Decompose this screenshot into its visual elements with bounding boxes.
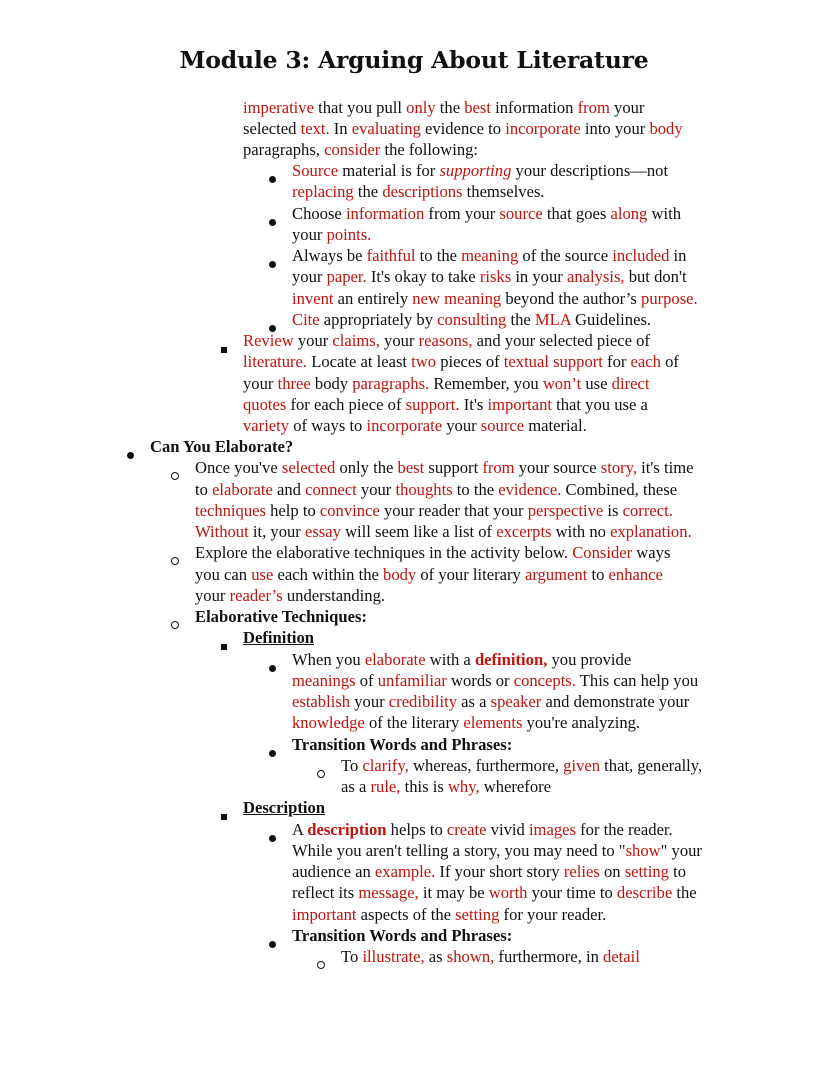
text-span: Description bbox=[243, 798, 326, 817]
highlighted-word: best bbox=[464, 98, 491, 117]
text-line bbox=[292, 309, 651, 330]
text-span: your bbox=[350, 692, 389, 711]
text-span: wherefore bbox=[479, 777, 552, 796]
text-span: furthermore, in bbox=[494, 947, 604, 966]
text-span: beyond the author’s bbox=[501, 289, 642, 308]
text-span: In bbox=[329, 119, 352, 138]
text-span: material is for bbox=[338, 161, 440, 180]
text-span: of ways to bbox=[289, 416, 367, 435]
text-line bbox=[243, 627, 314, 648]
highlighted-word: Review bbox=[243, 331, 294, 350]
highlighted-word: text. bbox=[300, 119, 330, 138]
text-span: paragraphs, bbox=[243, 140, 325, 159]
text-span: understanding. bbox=[282, 586, 386, 605]
highlighted-word: rule, bbox=[370, 777, 401, 796]
highlighted-word: techniques bbox=[195, 501, 266, 520]
highlighted-word: unfamiliar bbox=[377, 671, 447, 690]
text-line bbox=[341, 946, 640, 967]
text-span: material. bbox=[524, 416, 587, 435]
text-line bbox=[292, 904, 606, 925]
text-span: your bbox=[356, 480, 396, 499]
text-span: your bbox=[293, 331, 333, 350]
text-span: information bbox=[490, 98, 578, 117]
text-span: but don't bbox=[624, 267, 687, 286]
highlighted-word: show bbox=[625, 841, 661, 860]
text-line bbox=[195, 457, 694, 478]
text-span: the bbox=[506, 310, 535, 329]
text-span: evidence to bbox=[420, 119, 506, 138]
bullet-disc-icon bbox=[269, 932, 276, 953]
text-span: of the literary bbox=[364, 713, 464, 732]
highlighted-word: Without bbox=[195, 522, 249, 541]
text-span: support bbox=[424, 458, 483, 477]
text-span: and bbox=[272, 480, 306, 499]
highlighted-word: establish bbox=[292, 692, 351, 711]
highlighted-word: credibility bbox=[388, 692, 457, 711]
bullet-circle-icon bbox=[317, 953, 325, 974]
text-span: your bbox=[243, 374, 278, 393]
highlighted-word: risks bbox=[479, 267, 512, 286]
highlighted-word: reasons, bbox=[418, 331, 473, 350]
text-span: for each piece of bbox=[286, 395, 406, 414]
highlighted-word: incorporate bbox=[366, 416, 443, 435]
highlighted-word: invent bbox=[292, 289, 334, 308]
highlighted-word: important bbox=[487, 395, 552, 414]
text-line bbox=[292, 160, 668, 181]
text-span: only the bbox=[335, 458, 398, 477]
text-span: and your selected piece of bbox=[472, 331, 650, 350]
text-line bbox=[292, 224, 371, 245]
text-span: that goes bbox=[542, 204, 611, 223]
highlighted-word: three bbox=[277, 374, 311, 393]
highlighted-word: elaborate bbox=[212, 480, 273, 499]
bullet-circle-icon bbox=[171, 464, 179, 485]
text-line bbox=[243, 97, 644, 118]
highlighted-word: why, bbox=[447, 777, 480, 796]
text-span: to bbox=[195, 480, 213, 499]
highlighted-word: incorporate bbox=[505, 119, 581, 138]
highlighted-word: create bbox=[446, 820, 487, 839]
text-span: themselves. bbox=[462, 182, 545, 201]
highlighted-word: shown, bbox=[446, 947, 495, 966]
text-span: audience an bbox=[292, 862, 375, 881]
highlighted-word: meaning bbox=[461, 246, 519, 265]
text-span: vivid bbox=[486, 820, 529, 839]
text-span: whereas, furthermore, bbox=[408, 756, 564, 775]
text-span: appropriately by bbox=[319, 310, 438, 329]
highlighted-word: from bbox=[577, 98, 610, 117]
text-span: and demonstrate your bbox=[541, 692, 690, 711]
bullet-disc-icon bbox=[269, 210, 276, 231]
text-span: When you bbox=[292, 650, 365, 669]
text-span: Guidelines. bbox=[570, 310, 652, 329]
highlighted-word: Cite bbox=[292, 310, 320, 329]
text-span: help to bbox=[265, 501, 320, 520]
highlighted-word: Source bbox=[292, 161, 339, 180]
text-line bbox=[243, 373, 649, 394]
text-span: to bbox=[668, 862, 687, 881]
text-span: with a bbox=[425, 650, 475, 669]
highlighted-word: images bbox=[528, 820, 576, 839]
text-line bbox=[292, 245, 686, 266]
highlighted-word: body bbox=[649, 119, 683, 138]
text-line bbox=[292, 649, 631, 670]
text-span: pieces of bbox=[436, 352, 504, 371]
text-line bbox=[292, 181, 545, 202]
text-span: that, generally, bbox=[600, 756, 703, 775]
text-span: for bbox=[602, 352, 631, 371]
highlighted-word: information bbox=[345, 204, 425, 223]
text-line bbox=[292, 734, 512, 755]
text-span: If your short story bbox=[435, 862, 564, 881]
text-line bbox=[195, 479, 677, 500]
highlighted-word: faithful bbox=[366, 246, 416, 265]
text-span: Always be bbox=[292, 246, 367, 265]
text-span: to the bbox=[452, 480, 499, 499]
highlighted-word: argument bbox=[524, 565, 588, 584]
highlighted-word: paragraphs. bbox=[352, 374, 430, 393]
text-line bbox=[292, 691, 689, 712]
highlighted-word: body bbox=[383, 565, 417, 584]
text-line bbox=[292, 712, 640, 733]
highlighted-word: thoughts bbox=[395, 480, 453, 499]
bullet-disc-icon bbox=[269, 167, 276, 188]
text-span: Combined, these bbox=[561, 480, 678, 499]
text-line bbox=[195, 542, 670, 563]
text-span: your source bbox=[514, 458, 601, 477]
text-span: with bbox=[647, 204, 681, 223]
text-span: Locate at least bbox=[307, 352, 412, 371]
text-line bbox=[243, 415, 587, 436]
text-span: your bbox=[609, 98, 645, 117]
highlighted-word: claims, bbox=[332, 331, 380, 350]
text-span: the bbox=[672, 883, 697, 902]
highlighted-word: illustrate, bbox=[362, 947, 425, 966]
bullet-circle-icon bbox=[317, 762, 325, 783]
highlighted-word: purpose. bbox=[641, 289, 698, 308]
highlighted-word: selected bbox=[281, 458, 336, 477]
text-span: the following: bbox=[380, 140, 479, 159]
text-line bbox=[292, 925, 512, 946]
highlighted-word: two bbox=[411, 352, 437, 371]
text-span: this is bbox=[400, 777, 448, 796]
text-line bbox=[195, 606, 367, 627]
highlighted-word: enhance bbox=[608, 565, 663, 584]
text-span: that you pull bbox=[313, 98, 407, 117]
text-span: aspects of the bbox=[356, 905, 456, 924]
text-span: with no bbox=[551, 522, 611, 541]
text-span: you provide bbox=[547, 650, 632, 669]
text-line bbox=[292, 203, 681, 224]
text-line bbox=[292, 670, 698, 691]
highlighted-word: along bbox=[610, 204, 648, 223]
text-line bbox=[243, 118, 683, 139]
text-line bbox=[195, 564, 663, 585]
highlighted-word: excerpts bbox=[496, 522, 552, 541]
text-span: from your bbox=[424, 204, 500, 223]
highlighted-word: quotes bbox=[243, 395, 287, 414]
text-span: use bbox=[581, 374, 612, 393]
highlighted-word: Consider bbox=[572, 543, 633, 562]
text-line bbox=[243, 330, 650, 351]
highlighted-word: example. bbox=[374, 862, 436, 881]
bullet-circle-icon bbox=[171, 549, 179, 570]
text-span: of bbox=[355, 671, 378, 690]
text-line bbox=[195, 521, 692, 542]
text-span: as a bbox=[457, 692, 491, 711]
text-span: your bbox=[379, 331, 419, 350]
highlighted-word: elements bbox=[463, 713, 523, 732]
bullet-circle-icon bbox=[171, 613, 179, 634]
highlighted-word: reader’s bbox=[229, 586, 283, 605]
highlighted-word: consider bbox=[324, 140, 381, 159]
text-span: the bbox=[435, 98, 465, 117]
text-span: it may be bbox=[418, 883, 489, 902]
highlighted-word: new meaning bbox=[412, 289, 502, 308]
text-span: It's bbox=[459, 395, 488, 414]
highlighted-word: given bbox=[563, 756, 601, 775]
text-line bbox=[292, 861, 686, 882]
bullet-square-icon bbox=[221, 634, 227, 655]
highlighted-word: paper. bbox=[326, 267, 367, 286]
highlighted-word: relies bbox=[563, 862, 600, 881]
highlighted-word: worth bbox=[488, 883, 528, 902]
text-span: the bbox=[353, 182, 383, 201]
page-title: Module 3: Arguing About Literature bbox=[179, 46, 649, 74]
text-span: an entirely bbox=[333, 289, 413, 308]
text-line bbox=[292, 882, 697, 903]
text-span: that you use a bbox=[552, 395, 648, 414]
highlighted-word: speaker bbox=[490, 692, 542, 711]
text-span: each within the bbox=[273, 565, 384, 584]
text-span: of bbox=[660, 352, 679, 371]
text-span: your descriptions—not bbox=[511, 161, 669, 180]
text-span: Remember, you bbox=[429, 374, 543, 393]
text-span: your bbox=[442, 416, 481, 435]
highlighted-word: variety bbox=[243, 416, 290, 435]
text-span: reflect its bbox=[292, 883, 359, 902]
highlighted-word: definition, bbox=[474, 650, 548, 669]
highlighted-word: elaborate bbox=[364, 650, 426, 669]
text-span: A bbox=[292, 820, 308, 839]
text-span: is bbox=[603, 501, 623, 520]
highlighted-word: points. bbox=[326, 225, 372, 244]
text-line bbox=[292, 840, 702, 861]
highlighted-word: only bbox=[406, 98, 436, 117]
highlighted-word: support. bbox=[405, 395, 460, 414]
text-span: body bbox=[310, 374, 353, 393]
highlighted-word: analysis, bbox=[566, 267, 625, 286]
highlighted-word: important bbox=[292, 905, 357, 924]
highlighted-word: describe bbox=[616, 883, 673, 902]
text-line bbox=[341, 776, 551, 797]
text-span: as bbox=[424, 947, 447, 966]
bullet-disc-icon bbox=[269, 826, 276, 847]
text-span: you're analyzing. bbox=[522, 713, 641, 732]
text-span: Transition Words and Phrases: bbox=[292, 926, 513, 945]
highlighted-word: supporting bbox=[439, 161, 512, 180]
text-span: words or bbox=[446, 671, 514, 690]
text-span: of your literary bbox=[416, 565, 525, 584]
text-span: " your bbox=[660, 841, 702, 860]
text-span: in your bbox=[511, 267, 567, 286]
text-span: Can You Elaborate? bbox=[150, 437, 294, 456]
text-span: Explore the elaborative techniques in the activity below. bbox=[195, 543, 573, 562]
text-span: into your bbox=[580, 119, 650, 138]
text-span: for your reader. bbox=[499, 905, 607, 924]
highlighted-word: consulting bbox=[437, 310, 507, 329]
highlighted-word: included bbox=[612, 246, 670, 265]
highlighted-word: from bbox=[482, 458, 515, 477]
highlighted-word: MLA bbox=[534, 310, 571, 329]
bullet-disc-icon bbox=[269, 252, 276, 273]
bullet-square-icon bbox=[221, 804, 227, 825]
highlighted-word: replacing bbox=[292, 182, 354, 201]
text-span: To bbox=[341, 756, 363, 775]
text-span: your bbox=[292, 267, 327, 286]
highlighted-word: use bbox=[251, 565, 274, 584]
text-span: it, your bbox=[248, 522, 305, 541]
text-span: your reader that your bbox=[379, 501, 528, 520]
text-line bbox=[195, 585, 385, 606]
text-span: your bbox=[195, 586, 230, 605]
text-span: Choose bbox=[292, 204, 346, 223]
text-line bbox=[243, 139, 478, 160]
highlighted-word: imperative bbox=[243, 98, 314, 117]
highlighted-word: best bbox=[397, 458, 425, 477]
text-span: Once you've bbox=[195, 458, 282, 477]
bullet-disc-icon bbox=[269, 656, 276, 677]
text-span: you can bbox=[195, 565, 252, 584]
highlighted-word: concepts. bbox=[513, 671, 576, 690]
text-line bbox=[195, 500, 673, 521]
highlighted-word: source bbox=[480, 416, 525, 435]
text-span: ways bbox=[632, 543, 671, 562]
text-line bbox=[341, 755, 702, 776]
text-span: on bbox=[599, 862, 625, 881]
highlighted-word: perspective bbox=[527, 501, 604, 520]
highlighted-word: setting bbox=[455, 905, 500, 924]
text-line bbox=[150, 436, 293, 457]
text-line bbox=[292, 266, 687, 287]
highlighted-word: connect bbox=[305, 480, 357, 499]
text-span: helps to bbox=[386, 820, 447, 839]
text-span: as a bbox=[341, 777, 371, 796]
bullet-disc-icon bbox=[127, 443, 134, 464]
highlighted-word: essay bbox=[304, 522, 341, 541]
text-span: your time to bbox=[527, 883, 617, 902]
highlighted-word: descriptions bbox=[382, 182, 463, 201]
highlighted-word: correct. bbox=[622, 501, 673, 520]
bullet-disc-icon bbox=[269, 741, 276, 762]
highlighted-word: evidence. bbox=[498, 480, 562, 499]
highlighted-word: each bbox=[630, 352, 661, 371]
text-span: Definition bbox=[243, 628, 314, 647]
text-line bbox=[292, 288, 698, 309]
text-span: Elaborative Techniques: bbox=[195, 607, 367, 626]
highlighted-word: evaluating bbox=[351, 119, 421, 138]
text-line bbox=[243, 394, 648, 415]
text-span: This can help you bbox=[575, 671, 699, 690]
highlighted-word: won’t bbox=[542, 374, 582, 393]
highlighted-word: description bbox=[307, 820, 387, 839]
text-span: in bbox=[669, 246, 687, 265]
text-span: selected bbox=[243, 119, 301, 138]
highlighted-word: detail bbox=[603, 947, 640, 966]
text-line bbox=[243, 351, 679, 372]
highlighted-word: explanation. bbox=[610, 522, 692, 541]
text-span: of the source bbox=[518, 246, 613, 265]
text-span: It's okay to take bbox=[366, 267, 480, 286]
highlighted-word: meanings bbox=[292, 671, 356, 690]
text-line bbox=[292, 819, 673, 840]
text-span: to bbox=[587, 565, 609, 584]
text-span: will seem like a list of bbox=[340, 522, 497, 541]
text-span: to the bbox=[415, 246, 462, 265]
highlighted-word: direct bbox=[611, 374, 650, 393]
highlighted-word: message, bbox=[358, 883, 419, 902]
text-line bbox=[243, 797, 325, 818]
text-span: To bbox=[341, 947, 363, 966]
highlighted-word: knowledge bbox=[292, 713, 365, 732]
text-span: your bbox=[292, 225, 327, 244]
highlighted-word: story, bbox=[600, 458, 638, 477]
bullet-square-icon bbox=[221, 337, 227, 358]
highlighted-word: literature. bbox=[243, 352, 308, 371]
text-span: for the reader. bbox=[575, 820, 673, 839]
text-span: it's time bbox=[637, 458, 694, 477]
text-span: Transition Words and Phrases: bbox=[292, 735, 513, 754]
highlighted-word: clarify, bbox=[362, 756, 409, 775]
highlighted-word: setting bbox=[624, 862, 669, 881]
highlighted-word: textual support bbox=[503, 352, 603, 371]
highlighted-word: convince bbox=[319, 501, 380, 520]
highlighted-word: source bbox=[499, 204, 543, 223]
text-span: While you aren't telling a story, you may need to " bbox=[292, 841, 626, 860]
